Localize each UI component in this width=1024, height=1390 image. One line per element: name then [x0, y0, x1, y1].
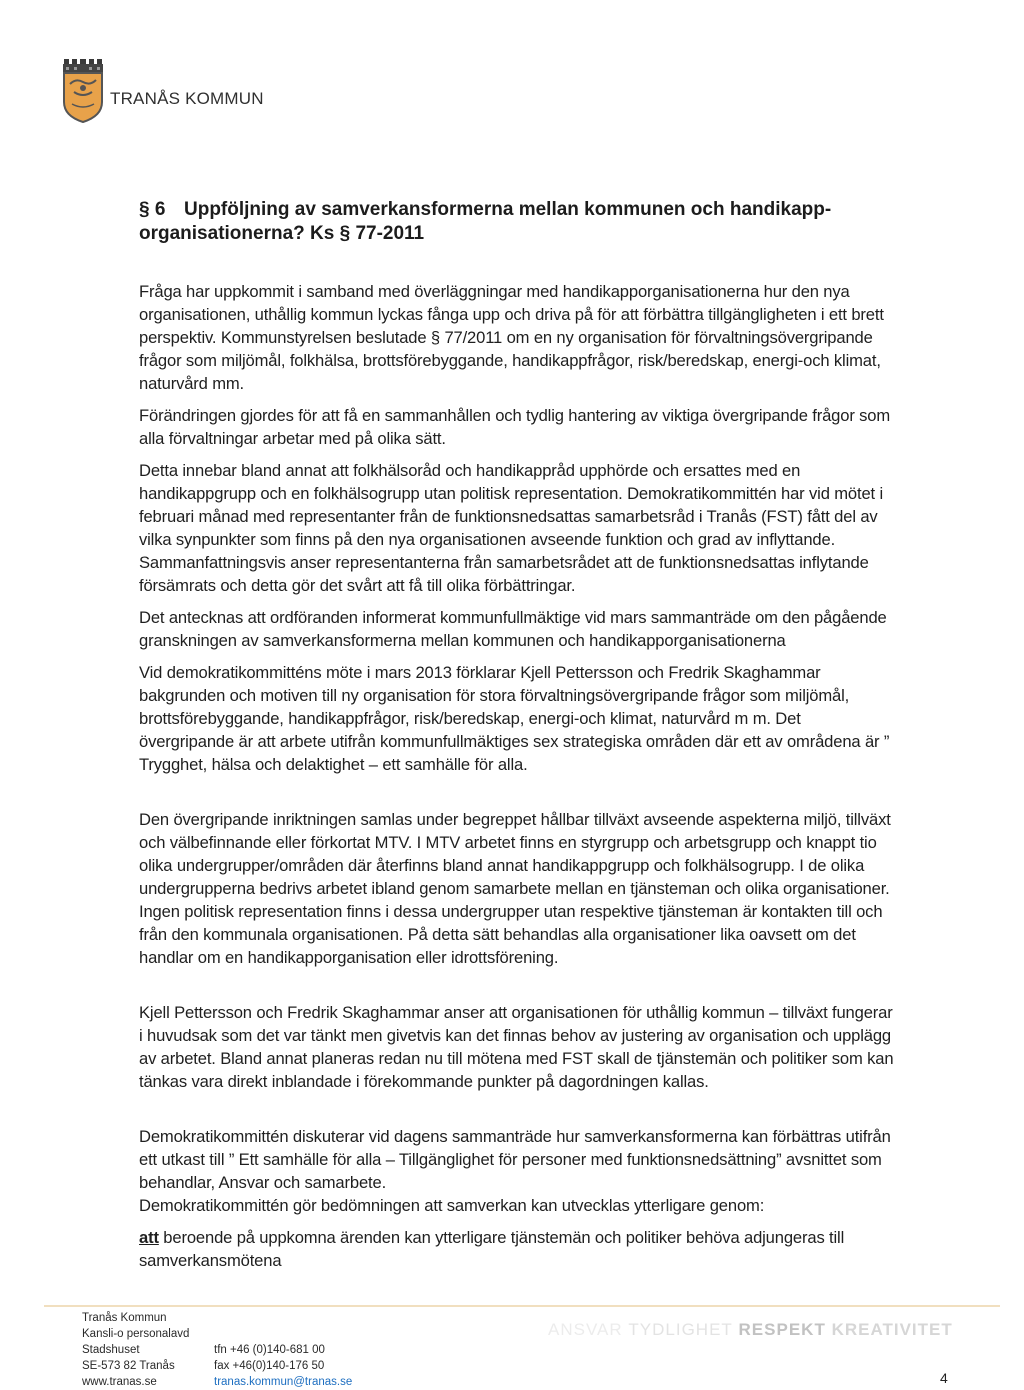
footer-postal: SE-573 82 Tranås — [82, 1360, 175, 1372]
footer-fax: fax +46(0)140-176 50 — [214, 1360, 325, 1372]
section-heading — [139, 198, 899, 246]
footer-address — [82, 1310, 189, 1390]
section-title: Uppföljning av samverkansformerna mellan kommunen och handikapp-organisationerna? Ks § 77-2011 — [139, 199, 832, 244]
paragraph: Fråga har uppkommit i samband med överläggningar med handikapporganisationerna hur den nya organisationen, uthållig kommun lyckas fånga upp och driva på för att förbättra tillgängligheten i ett brett perspektiv. Kommunstyrelsen beslutade § 77/2011 om en ny organisation för förvaltningsövergripande frågor som miljömål, folkhälsa, brottsförebyggande, handikappfrågor, risk/beredskap, energi-och klimat, naturvård mm. — [139, 282, 884, 393]
footer-dept: Kansli-o personalavd — [82, 1328, 190, 1340]
att-keyword: att — [139, 1228, 159, 1247]
paragraph: Kjell Pettersson och Fredrik Skaghammar anser att organisationen för uthållig kommun – tillväxt fungerar i huvudsak som det var tänkt men givetvis kan det finnas behov av justering av organisation och upplägg av arbetet. Bland annat planeras redan nu till mötena med FST skall de tjänstemän och politiker som kan tänkas vara direkt inblandade i förekommande punkter på dagordningen kallas. — [139, 1003, 894, 1091]
slogan-word: ANSVAR — [548, 1320, 623, 1339]
paragraph: Den övergripande inriktningen samlas under begreppet hållbar tillväxt avseende aspekterna miljö, tillväxt och välbefinnande eller förkortat MTV. I MTV arbetet finns en styrgrupp och arbetsgrupp och knappt tio olika undergrupper/områden där återfinns bland annat handikappgrupp och folkhälsogrupp. I de olika undergrupperna bedrivs arbetet ibland genom samarbete mellan en tjänsteman och olika organisationer. Ingen politisk representation finns i dessa undergrupper utan respektive tjänsteman är kontakten till och från den kommunala organisationen. På detta sätt behandlas alla organisationer lika oavsett om det handlar om en handikapporganisation eller idrottsförening. — [139, 810, 891, 967]
paragraph: Demokratikommittén diskuterar vid dagens sammanträde hur samverkansformerna kan förbättras utifrån ett utkast till ” Ett samhälle för alla – Tillgänglighet för personer med funktionsnedsättning” avsnittet som behandlar, Ansvar och samarbete. — [139, 1127, 891, 1192]
paragraph: Demokratikommittén gör bedömningen att samverkan kan utvecklas ytterligare genom: — [139, 1196, 765, 1215]
footer-building: Stadshuset — [82, 1344, 140, 1356]
footer-contact — [214, 1342, 352, 1390]
footer-org: Tranås Kommun — [82, 1312, 167, 1324]
slogan-word: TYDLIGHET — [628, 1320, 733, 1339]
conclusion-text: beroende på uppkomna ärenden kan ytterligare tjänstemän och politiker behöva adjungeras till samverkansmötena — [139, 1228, 845, 1270]
section-number: § 6 — [139, 199, 166, 220]
footer-slogan — [548, 1320, 953, 1340]
footer-email-link[interactable]: tranas.kommun@tranas.se — [214, 1376, 353, 1388]
footer-divider — [44, 1305, 1000, 1307]
paragraph: Förändringen gjordes för att få en sammanhållen och tydlig hantering av viktiga övergripande frågor som alla förvaltningar arbetar med på olika sätt. — [139, 406, 891, 448]
paragraph: Detta innebar bland annat att folkhälsoråd och handikappråd upphörde och ersattes med en handikappgrupp och en folkhälsogrupp utan politisk representation. Demokratikommittén har vid mötet i februari månad med representanter från de funktionsnedsattas samarbetsråd i Tranås (FST) fått del av vilka synpunkter som finns på den nya organisationen avseende funktion och grad av inflyttande. Sammanfattningsvis anser representanterna från samarbetsrådet att de funktionsnedsattas inflytande försämrats och detta gör det svårt att få till olika förbättringar. — [139, 461, 883, 595]
slogan-word: RESPEKT — [738, 1320, 826, 1339]
conclusion — [139, 1226, 899, 1272]
paragraph: Det antecknas att ordföranden informerat kommunfullmäktige vid mars sammanträde om den pågående granskningen av samverkansformerna mellan kommunen och handikapporganisationerna — [139, 608, 887, 650]
municipality-name: TRANÅS KOMMUN — [110, 89, 264, 108]
document-body — [139, 280, 899, 1272]
footer-phone: tfn +46 (0)140-681 00 — [214, 1344, 325, 1356]
slogan-word: KREATIVITET — [831, 1320, 953, 1339]
paragraph: Vid demokratikommitténs möte i mars 2013 förklarar Kjell Pettersson och Fredrik Skaghammar bakgrunden och motiven till ny organisation för stora förvaltningsövergripande frågor som miljömål, brottsförebyggande, handikappfrågor, risk/beredskap, energi-och klimat, naturvård m m. Det övergripande är att arbete utifrån kommunfullmäktiges sex strategiska områden där ett av områdena är ” Trygghet, hälsa och delaktighet – ett samhälle för alla. — [139, 663, 890, 774]
footer-website-link[interactable]: www.tranas.se — [82, 1376, 157, 1388]
page-number: 4 — [940, 1370, 948, 1386]
coat-of-arms-icon — [60, 58, 106, 124]
